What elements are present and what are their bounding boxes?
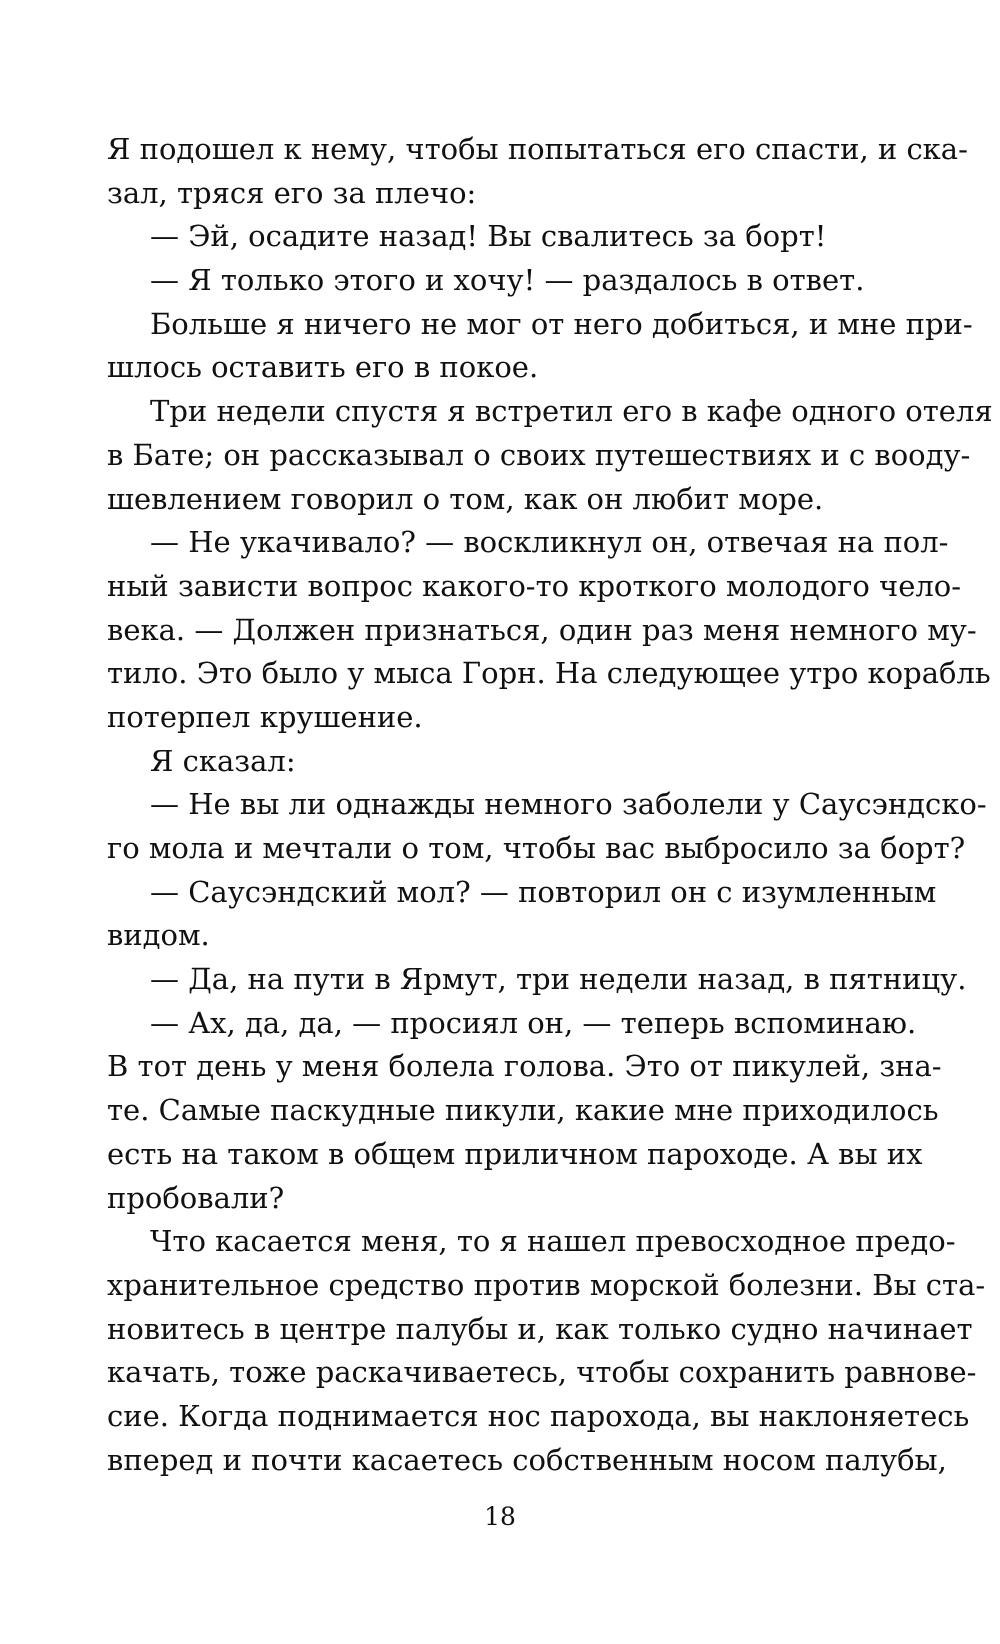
text-line: Я подошел к нему, чтобы попытаться его спасти, и ска- [107,132,968,166]
text-line: шлось оставить его в покое. [107,350,539,385]
text-line: — Я только этого и хочу! — раздалось в ответ. [150,263,865,298]
text-line: — Не вы ли однажды немного заболели у Саусэндско- [150,787,987,822]
page-body-text [107,128,993,1482]
text-line: хранительное средство против морской болезни. Вы ста- [107,1267,986,1302]
text-line: сие. Когда поднимается нос парохода, вы наклоняетесь [107,1398,970,1433]
text-line: тило. Это было у мыса Горн. На следующее утро корабль [107,656,991,691]
text-line: видом. [107,918,210,953]
text-line: века. — Должен признаться, один раз меня немного му- [107,612,977,647]
text-line: — Ах, да, да, — просиял он, — теперь вспоминаю. [150,1005,917,1040]
text-line: В тот день у меня болела голова. Это от пикулей, зна- [107,1049,942,1084]
text-line: новитесь в центре палубы и, как только судно начинает [107,1311,973,1346]
text-line: пробовали? [107,1180,285,1215]
text-line: потерпел крушение. [107,699,423,734]
text-line: Я сказал: [150,743,296,778]
text-line: ный зависти вопрос какого-то кроткого молодого чело- [107,568,962,603]
text-line: — Да, на пути в Ярмут, три недели назад, в пятницу. [150,962,967,997]
text-line: те. Самые паскудные пикули, какие мне приходилось [107,1093,939,1128]
text-line: есть на таком в общем приличном пароходе. А вы их [107,1136,923,1171]
text-line: шевлением говорил о том, как он любит море. [107,481,824,516]
text-line: Больше я ничего не мог от него добиться, и мне при- [150,306,973,341]
text-line: го мола и мечтали о том, чтобы вас выбросило за борт? [107,831,966,865]
text-line: в Бате; он рассказывал о своих путешествиях и с вооду- [107,437,971,472]
text-line: зал, тряся его за плечо: [107,175,477,210]
text-line: — Саусэндский мол? — повторил он с изумленным [150,874,937,909]
text-line: — Не укачивало? — воскликнул он, отвечая на пол- [150,525,949,560]
text-line: качать, тоже раскачиваетесь, чтобы сохранить равнове- [107,1355,977,1390]
text-line: — Эй, осадите назад! Вы свалитесь за борт! [150,219,827,254]
page-number: 18 [484,1502,516,1531]
text-line: вперед и почти касаетесь собственным носом палубы, [107,1442,947,1477]
text-line: Что касается меня, то я нашел превосходное предо- [150,1224,956,1259]
text-line: Три недели спустя я встретил его в кафе одного отеля [150,394,993,429]
